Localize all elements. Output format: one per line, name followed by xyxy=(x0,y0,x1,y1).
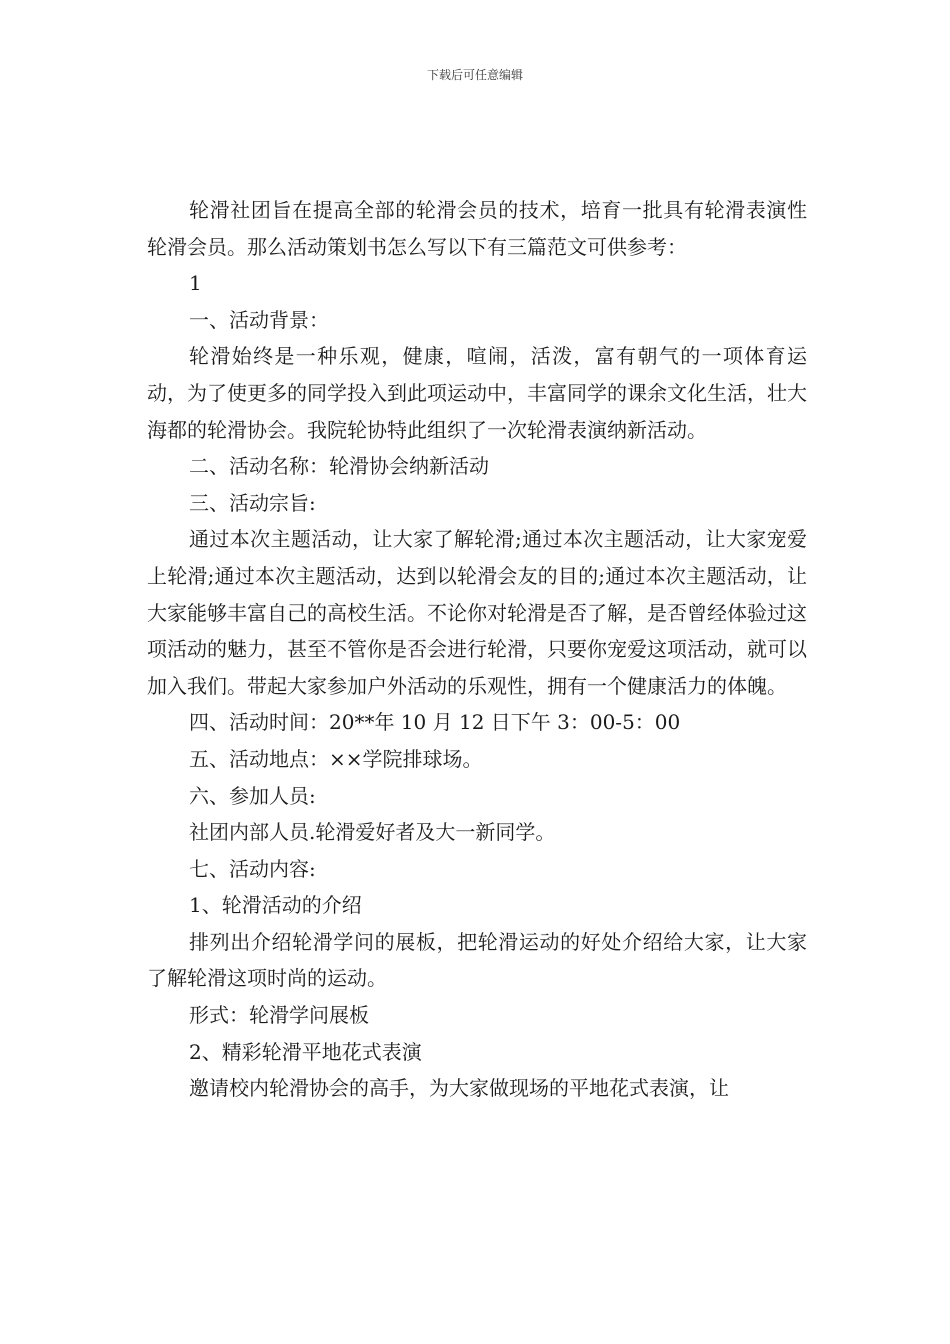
content-item-1-paragraph: 排列出介绍轮滑学问的展板，把轮滑运动的好处介绍给大家，让大家了解轮滑这项时尚的运动。 xyxy=(147,929,807,991)
heading-background: 一、活动背景： xyxy=(189,307,329,332)
background-paragraph: 轮滑始终是一种乐观，健康，喧闹，活泼，富有朝气的一项体育运动，为了使更多的同学投入到此项运动中，丰富同学的课余文化生活，壮大海都的轮滑协会。我院轮协特此组织了一次轮滑表演纳新活动。 xyxy=(147,344,807,442)
intro-paragraph: 轮滑社团旨在提高全部的轮滑会员的技术，培育一批具有轮滑表演性轮滑会员。那么活动策划书怎么写以下有三篇范文可供参考： xyxy=(147,198,807,259)
heading-purpose: 三、活动宗旨: xyxy=(189,490,316,515)
content-item-1-title: 1、轮滑活动的介绍 xyxy=(189,893,362,918)
activity-time: 四、活动时间：20**年 10 月 12 日下午 3：00-5：00 xyxy=(189,710,681,735)
document-body xyxy=(147,192,807,1107)
participants-paragraph: 社团内部人员.轮滑爱好者及大一新同学。 xyxy=(189,820,556,845)
section-number: 1 xyxy=(189,271,202,296)
heading-activity-name: 二、活动名称：轮滑协会纳新活动 xyxy=(189,454,489,479)
heading-participants: 六、参加人员: xyxy=(189,783,316,808)
content-item-2-paragraph: 邀请校内轮滑协会的高手，为大家做现场的平地花式表演，让 xyxy=(189,1076,729,1101)
page-header-note: 下载后可任意编辑 xyxy=(426,68,523,82)
content-item-1-form: 形式：轮滑学问展板 xyxy=(189,1003,369,1028)
activity-location: 五、活动地点：××学院排球场。 xyxy=(189,746,483,771)
content-item-2-title: 2、精彩轮滑平地花式表演 xyxy=(189,1039,422,1064)
heading-content: 七、活动内容: xyxy=(189,856,316,881)
purpose-paragraph: 通过本次主题活动，让大家了解轮滑;通过本次主题活动，让大家宠爱上轮滑;通过本次主题活动，达到以轮滑会友的目的;通过本次主题活动，让大家能够丰富自己的高校生活。不论你对轮滑是否了解，是否曾经体验过这项活动的魅力，甚至不管你是否会进行轮滑，只要你宠爱这项活动，就可以加入我们。带起大家参加户外活动的乐观性，拥有一个健康活力的体魄。 xyxy=(147,527,807,698)
